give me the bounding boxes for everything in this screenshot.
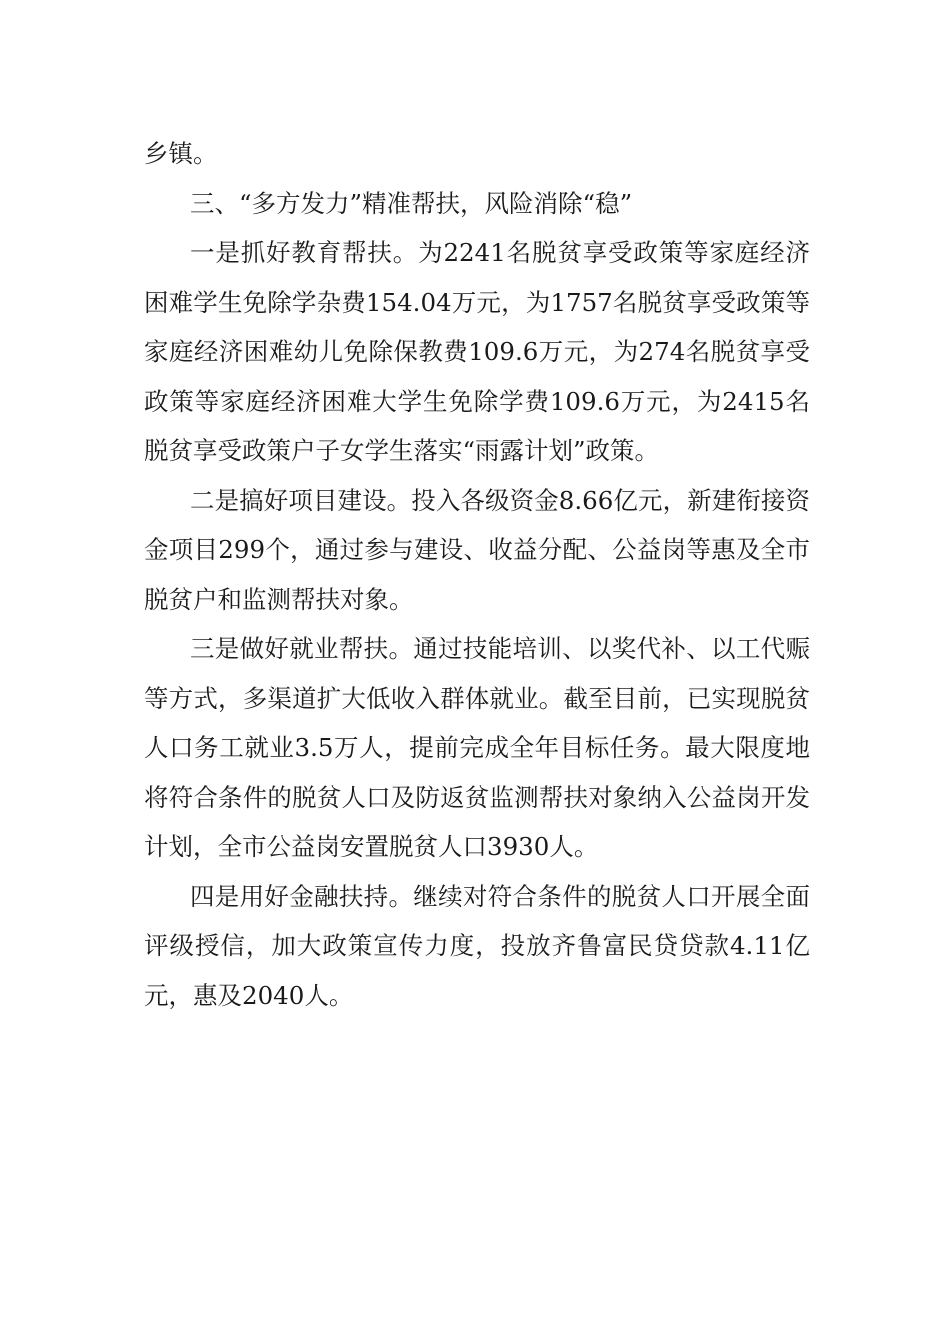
paragraph-financial-support: 四是用好金融扶持。继续对符合条件的脱贫人口开展全面评级授信，加大政策宣传力度，投放齐鲁富民贷贷款4.11亿元，惠及2040人。 bbox=[144, 881, 810, 1010]
paragraph-project-construction: 二是搞好项目建设。投入各级资金8.66亿元，新建衔接资金项目299个，通过参与建设、收益分配、公益岗等惠及全市脱贫户和监测帮扶对象。 bbox=[144, 485, 810, 614]
document-body bbox=[144, 129, 810, 1020]
section-heading: 三、“多方发力”精准帮扶，风险消除“稳” bbox=[190, 188, 633, 218]
paragraph-employment-assistance: 三是做好就业帮扶。通过技能培训、以奖代补、以工代赈等方式，多渠道扩大低收入群体就业。截至目前，已实现脱贫人口务工就业3.5万人，提前完成全年目标任务。最大限度地将符合条件的脱贫人口及防返贫监测帮扶对象纳入公益岗开发计划，全市公益岗安置脱贫人口3930人。 bbox=[144, 634, 810, 861]
paragraph-education-assistance: 一是抓好教育帮扶。为2241名脱贫享受政策等家庭经济困难学生免除学杂费154.04万元，为1757名脱贫享受政策等家庭经济困难幼儿免除保教费109.6万元，为274名脱贫享受政策等家庭经济困难大学生免除学费109.6万元，为2415名脱贫享受政策户子女学生落实“雨露计划”政策。 bbox=[144, 238, 810, 465]
paragraph-continuation: 乡镇。 bbox=[144, 139, 218, 168]
